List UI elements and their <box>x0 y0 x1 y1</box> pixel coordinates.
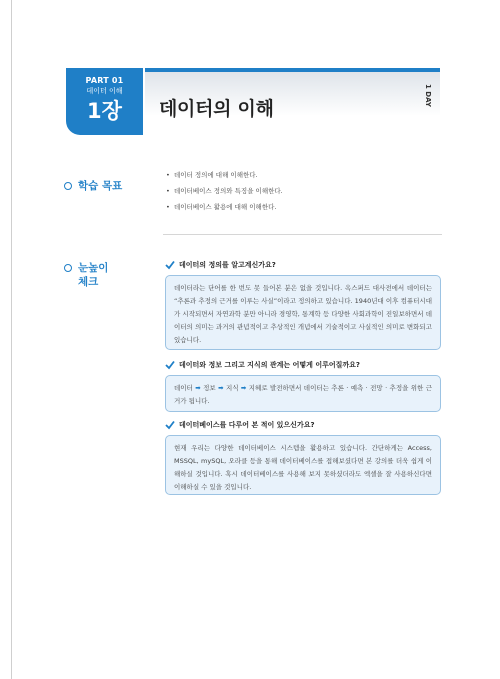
question-3-text: 데이터베이스를 다루어 본 적이 있으신가요? <box>179 421 315 429</box>
goal-item <box>166 170 426 186</box>
day-tab: 1 DAY <box>424 84 432 107</box>
title-band <box>145 68 440 135</box>
goal-text: 데이터베이스 활용에 대해 이해한다. <box>174 203 277 211</box>
question-2 <box>165 360 360 370</box>
answer-2-word-info: 정보 <box>203 384 216 392</box>
checkmark-icon <box>165 260 175 270</box>
check-label <box>64 261 108 289</box>
chapter-number: 1장 <box>87 99 122 123</box>
margin-rule <box>11 0 12 679</box>
answer-1-box <box>165 275 441 350</box>
goal-text: 데이터 정의에 대해 이해한다. <box>174 171 258 179</box>
answer-2-box <box>165 375 441 412</box>
question-1-text: 데이터의 정의를 알고계신가요? <box>179 261 276 269</box>
checkmark-icon <box>165 360 175 370</box>
part-title: 데이터 이해 <box>86 87 123 95</box>
question-1 <box>165 260 276 270</box>
bullet-icon: • <box>166 187 170 195</box>
bullet-icon: • <box>166 203 170 211</box>
section-divider <box>163 234 442 235</box>
chapter-title: 데이터의 이해 <box>159 98 274 120</box>
bullet-icon: • <box>166 171 170 179</box>
arrow-right-icon: ➡ <box>218 384 224 392</box>
goals-label <box>64 179 122 193</box>
circle-icon <box>64 182 72 190</box>
question-3 <box>165 420 315 430</box>
answer-1-text: 데이터라는 단어를 한 번도 못 들어본 분은 없을 것입니다. 옥스퍼드 대사전에서 데이터는 “추론과 추정의 근거를 이루는 사실”이라고 정의하고 있습니다. 1940년대 이후 컴퓨터시대가 시작되면서 자연과학 분만 아니라 경영학, 통계학 등 다양한 사회과학이 진일보하면서 데이터의 의미는 과거의 관념적이고 추상적인 개념에서 기술적이고 사실적인 의미로 변화되고 있습니다. <box>174 284 432 344</box>
check-label-line1: 눈높이 <box>78 262 109 274</box>
goals-label-text: 학습 목표 <box>78 180 123 192</box>
check-label-line2: 체크 <box>78 276 99 288</box>
chapter-badge <box>66 68 143 135</box>
answer-2-word-knowledge: 지식 <box>225 384 239 392</box>
circle-icon <box>64 264 72 272</box>
answer-2-word-data: 데이터 <box>174 384 193 392</box>
goal-text: 데이터베이스 정의와 특징을 이해한다. <box>174 187 283 195</box>
arrow-right-icon: ➡ <box>195 384 201 392</box>
arrow-right-icon: ➡ <box>240 384 247 392</box>
answer-2-text: 지혜로 발전하면서 데이터는 추론 · 예측 · 전망 · 추정을 위한 근거가 됩니다. <box>174 384 432 405</box>
goal-item <box>166 202 426 218</box>
checkmark-icon <box>165 420 175 430</box>
answer-3-box <box>165 435 441 495</box>
part-number: PART 01 <box>85 76 124 85</box>
question-2-text: 데이터와 정보 그리고 지식의 관계는 어떻게 이루어질까요? <box>179 361 360 369</box>
goals-list <box>166 170 426 218</box>
goal-item <box>166 186 426 202</box>
check-label-text <box>78 261 108 289</box>
answer-3-text: 현재 우리는 다양한 데이터베이스 시스템을 활용하고 있습니다. 간단하게는 Access, MSSQL, mySQL, 오라클 등을 통해 데이터베이스를 접해보셨다면 본 강의를 더욱 쉽게 이해하실 것입니다. 혹시 데이터베이스를 사용해 보지 못하셨더라도 엑셀을 잘 사용하신다면 이해하실 수 있을 것입니다. <box>174 444 432 491</box>
